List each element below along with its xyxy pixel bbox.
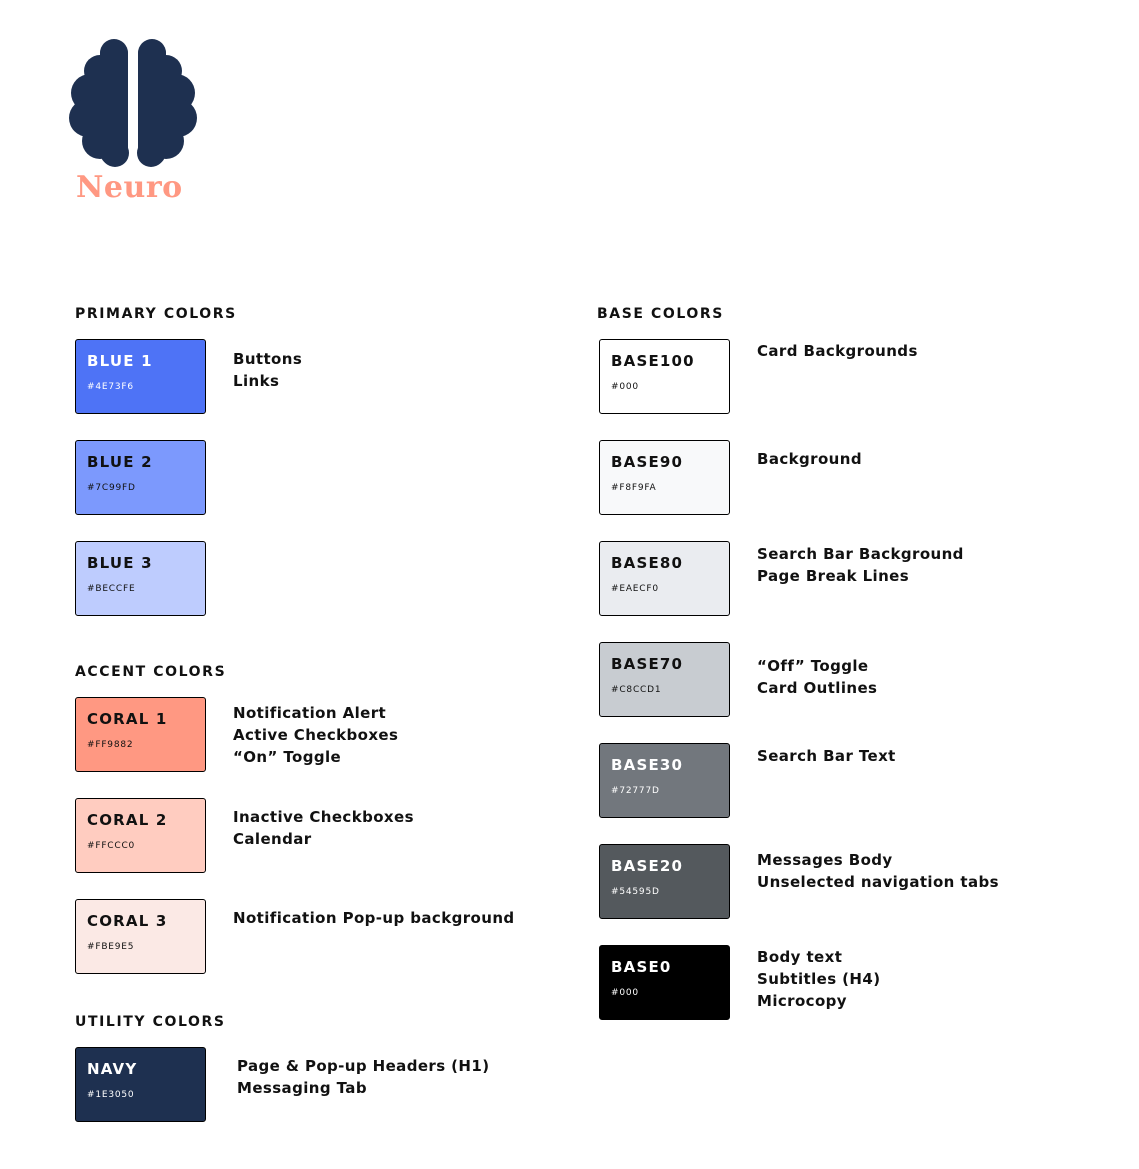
usage-item: Search Bar Background <box>757 545 964 563</box>
accent-colors-title: ACCENT COLORS <box>75 664 227 680</box>
usage-item: Card Backgrounds <box>757 342 918 360</box>
usage-item: Microcopy <box>757 992 847 1010</box>
swatch-name: BASE30 <box>611 756 684 774</box>
usage-item: Buttons <box>233 350 303 368</box>
swatch-hex: #72777D <box>611 786 660 796</box>
usage-item: Notification Alert <box>233 704 387 722</box>
swatch-hex: #FF9882 <box>87 740 134 750</box>
swatch-name: BLUE 1 <box>87 352 153 370</box>
swatch-hex: #000 <box>611 382 639 392</box>
color-usage-list <box>757 946 880 1012</box>
color-usage-list <box>757 340 918 362</box>
swatch-hex: #54595D <box>611 887 660 897</box>
color-swatch-base0 <box>599 945 730 1020</box>
color-usage-list <box>233 907 515 929</box>
swatch-name: BASE100 <box>611 352 695 370</box>
swatch-name: BLUE 3 <box>87 554 153 572</box>
usage-item: Search Bar Text <box>757 747 896 765</box>
swatch-hex: #000 <box>611 988 639 998</box>
color-usage-list <box>237 1055 489 1099</box>
swatch-name: CORAL 3 <box>87 912 168 930</box>
swatch-hex: #1E3050 <box>87 1090 135 1100</box>
usage-item: Background <box>757 450 862 468</box>
color-swatch-blue-3 <box>75 541 206 616</box>
usage-item: “Off” Toggle <box>757 657 869 675</box>
color-usage-list <box>757 745 896 767</box>
usage-item: Page & Pop-up Headers (H1) <box>237 1057 490 1075</box>
swatch-name: CORAL 1 <box>87 710 168 728</box>
brain-logo-graphic <box>68 38 198 168</box>
color-usage-list <box>757 655 877 699</box>
color-usage-list <box>233 806 414 850</box>
swatch-hex: #BECCFE <box>87 584 136 594</box>
usage-item: Body text <box>757 948 843 966</box>
color-swatch-base70 <box>599 642 730 717</box>
base-colors-title: BASE COLORS <box>597 306 724 322</box>
color-swatch-blue-1 <box>75 339 206 414</box>
usage-item: Page Break Lines <box>757 567 910 585</box>
color-swatch-blue-2 <box>75 440 206 515</box>
usage-item: “On” Toggle <box>233 748 342 766</box>
usage-item: Unselected navigation tabs <box>757 873 999 891</box>
usage-item: Messaging Tab <box>237 1079 367 1097</box>
swatch-name: CORAL 2 <box>87 811 168 829</box>
color-usage-list <box>757 543 964 587</box>
color-swatch-base80 <box>599 541 730 616</box>
swatch-name: BLUE 2 <box>87 453 153 471</box>
swatch-name: BASE20 <box>611 857 684 875</box>
color-swatch-navy <box>75 1047 206 1122</box>
color-swatch-base100 <box>599 339 730 414</box>
usage-item: Subtitles (H4) <box>757 970 881 988</box>
swatch-hex: #EAECF0 <box>611 584 659 594</box>
swatch-name: BASE70 <box>611 655 684 673</box>
color-usage-list <box>757 849 999 893</box>
swatch-name: NAVY <box>87 1060 138 1078</box>
swatch-hex: #FBE9E5 <box>87 942 135 952</box>
color-swatch-base20 <box>599 844 730 919</box>
usage-item: Notification Pop-up background <box>233 909 515 927</box>
swatch-name: BASE90 <box>611 453 684 471</box>
color-swatch-coral-3 <box>75 899 206 974</box>
swatch-hex: #FFCCC0 <box>87 841 136 851</box>
swatch-hex: #C8CCD1 <box>611 685 662 695</box>
brain-icon <box>68 38 198 168</box>
swatch-hex: #7C99FD <box>87 483 136 493</box>
brand-name: Neuro <box>76 170 183 205</box>
color-swatch-coral-1 <box>75 697 206 772</box>
brain-right-hemisphere <box>137 39 197 167</box>
usage-item: Card Outlines <box>757 679 878 697</box>
color-swatch-base30 <box>599 743 730 818</box>
usage-item: Messages Body <box>757 851 893 869</box>
primary-colors-title: PRIMARY COLORS <box>75 306 237 322</box>
usage-item: Links <box>233 372 280 390</box>
brain-left-hemisphere <box>69 39 129 167</box>
usage-item: Active Checkboxes <box>233 726 399 744</box>
color-usage-list <box>233 702 398 768</box>
swatch-hex: #F8F9FA <box>611 483 657 493</box>
color-usage-list <box>757 448 862 470</box>
color-swatch-base90 <box>599 440 730 515</box>
usage-item: Calendar <box>233 830 312 848</box>
swatch-hex: #4E73F6 <box>87 382 134 392</box>
swatch-name: BASE0 <box>611 958 672 976</box>
utility-colors-title: UTILITY COLORS <box>75 1014 226 1030</box>
swatch-name: BASE80 <box>611 554 684 572</box>
color-usage-list <box>233 348 302 392</box>
usage-item: Inactive Checkboxes <box>233 808 414 826</box>
color-swatch-coral-2 <box>75 798 206 873</box>
